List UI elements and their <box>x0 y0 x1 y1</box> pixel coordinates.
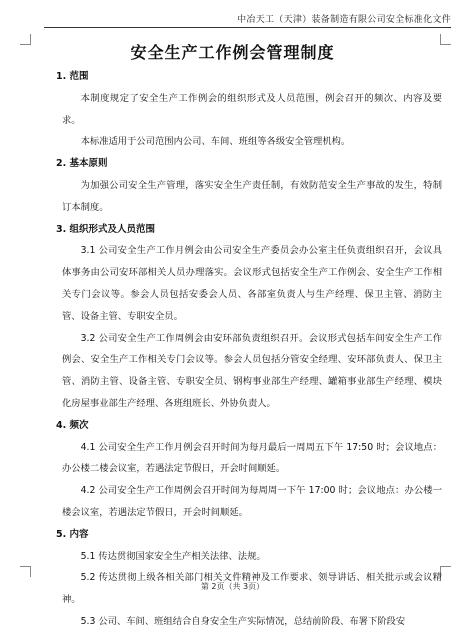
paragraph: 5.3 公司、车间、班组结合自身安全生产实际情况，总结前阶段、布署下阶段安 <box>80 615 406 627</box>
paragraph: 5.2 传达贯彻上级各相关部门相关文件精神及工作要求、领导讲话、相关批示或会议精神。 <box>62 572 442 606</box>
paragraph: 4.2 公司安全生产工作周例会召开时间为每周周一下午 17:00 时；会议地点：办公楼一楼会议室，若遇法定节假日，开会时间顺延。 <box>62 485 442 518</box>
section-heading: 5. 内容 <box>56 528 89 540</box>
paragraph: 4.1 公司安全生产工作月例会召开时间为每月最后一周周五下午 17:50 时；会议地点：办公楼二楼会议室，若遇法定节假日，开会时间顺延。 <box>62 441 442 475</box>
section-heading: 2. 基本原则 <box>56 158 108 170</box>
paragraph: 本标准适用于公司范围内公司、车间、班组等各级安全管理机构。 <box>80 136 351 148</box>
header-company-label: 中冶天工（天津）装备制造有限公司安全标准化文件 <box>237 15 451 25</box>
section-heading: 4. 频次 <box>56 419 89 431</box>
paragraph: 为加强公司安全生产管理，落实安全生产责任制，有效防范安全生产事故的发生，特制订本制度。 <box>62 179 442 213</box>
paragraph: 本制度规定了安全生产工作例会的组织形式及人员范围，例会召开的频次、内容及要求。 <box>62 92 442 126</box>
paragraph: 5.1 传达贯彻国家安全生产相关法律、法规。 <box>80 550 266 562</box>
page-number: 第 2页（共 3页） <box>200 582 265 591</box>
header-rule <box>44 27 451 28</box>
paragraph: 3.2 公司安全生产工作周例会由安环部负责组织召开。会议形式包括车间安全生产工作例会、安全生产工作相关专门会议等。参会人员包括分管安全经理、安环部负责人、保卫主管、消防主管、设备主管、专职安全员、钢构事业部生产经理、罐箱事业部生产经理、模块化房屋事业部生产经理、各班组班长、外协负责人。 <box>62 332 442 409</box>
paragraph: 3.1 公司安全生产工作月例会由公司安全生产委员会办公室主任负责组织召开，会议具体事务由公司安环部相关人员办理落实。会议形式包括安全生产工作例会、安全生产工作相关专门会议等。参会人员包括安委会人员、各部室负责人与生产经理、保卫主管、消防主管、设备主管、专职安全员。 <box>62 245 442 322</box>
document-body <box>56 66 442 633</box>
section-heading: 1. 范围 <box>56 71 89 82</box>
section-heading: 3. 组织形式及人员范围 <box>56 223 156 235</box>
document-title: 安全生产工作例会管理制度 <box>130 43 335 62</box>
crop-mark-bottom-left <box>20 566 31 577</box>
